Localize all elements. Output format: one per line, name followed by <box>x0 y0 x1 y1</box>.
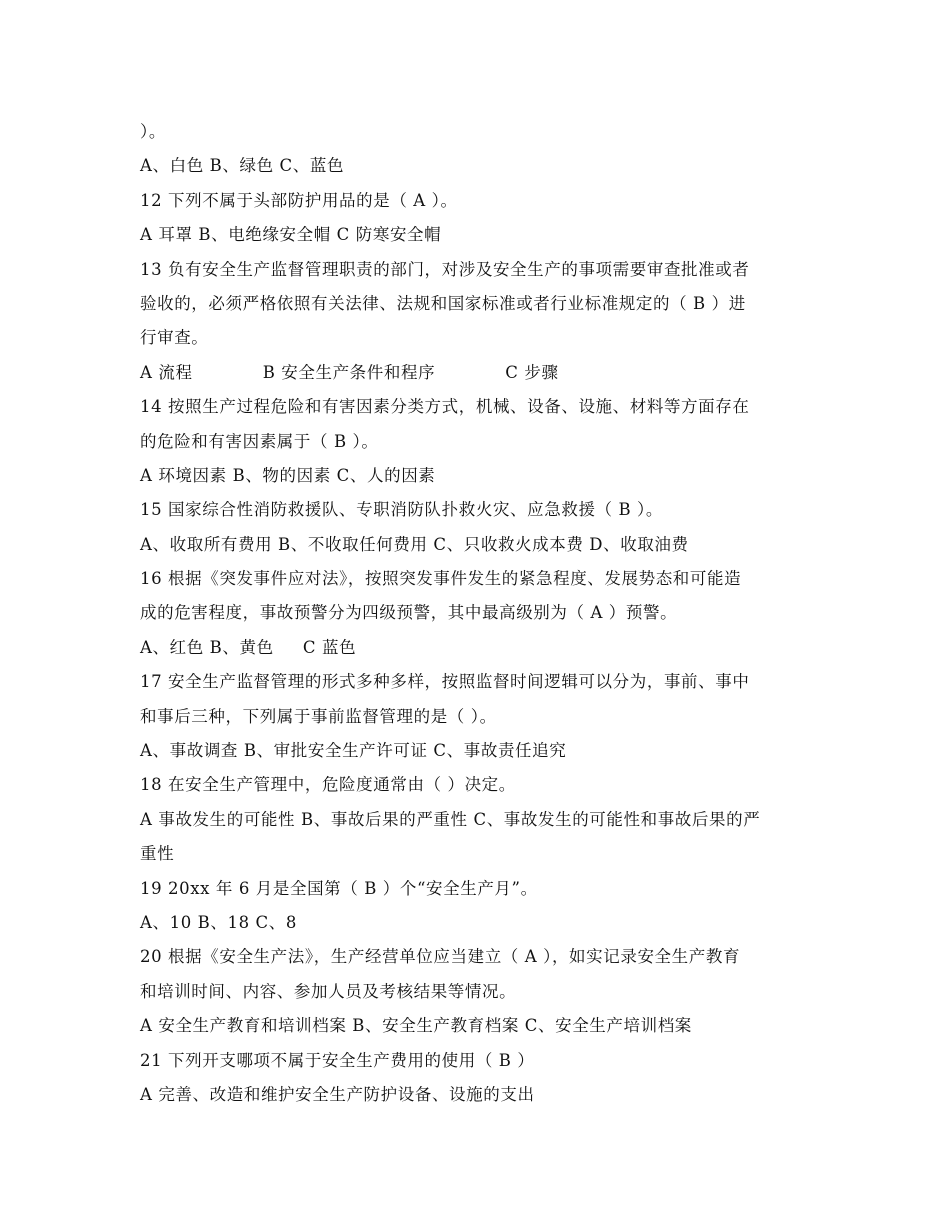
text-line: A、事故调查 B、审批安全生产许可证 C、事故责任追究 <box>140 741 567 761</box>
text-line: ）。 <box>140 122 166 141</box>
text-line: A 完善、改造和维护安全生产防护设备、设施的支出 <box>140 1084 535 1104</box>
text-line: 行审查。 <box>140 328 209 348</box>
text-line: 14 按照生产过程危险和有害因素分类方式，机械、设备、设施、材料等方面存在 <box>140 397 750 417</box>
text-line: 16 根据《突发事件应对法》，按照突发事件发生的紧急程度、发展势态和可能造 <box>140 569 742 589</box>
text-line: 15 国家综合性消防救援队、专职消防队扑救火灾、应急救援（ B ）。 <box>140 500 664 520</box>
text-line: 成的危害程度，事故预警分为四级预警，其中最高级别为（ A ）预警。 <box>140 603 678 623</box>
text-line: 重性 <box>140 844 175 864</box>
text-line: A 事故发生的可能性 B、事故后果的严重性 C、事故发生的可能性和事故后果的严 <box>140 809 761 829</box>
text-line: 13 负有安全生产监督管理职责的部门，对涉及安全生产的事项需要审查批准或者 <box>140 259 750 279</box>
text-line: A 环境因素 B、物的因素 C、人的因素 <box>140 465 436 485</box>
text-line: 17 安全生产监督管理的形式多种多样，按照监督时间逻辑可以分为，事前、事中 <box>140 672 750 692</box>
text-line: 18 在安全生产管理中，危险度通常由（ ）决定。 <box>140 775 516 795</box>
text-line: 12 下列不属于头部防护用品的是（ A ）。 <box>140 190 458 210</box>
text-line: 验收的，必须严格依照有关法律、法规和国家标准或者行业标准规定的（ B ）进 <box>140 293 746 313</box>
text-line: A 安全生产教育和培训档案 B、安全生产教育档案 C、安全生产培训档案 <box>140 1016 692 1036</box>
text-line: 21 下列开支哪项不属于安全生产费用的使用（ B ） <box>140 1050 535 1070</box>
text-line: A 耳罩 B、电绝缘安全帽 C 防寒安全帽 <box>140 225 442 245</box>
text-line: A、白色 B、绿色 C、蓝色 <box>140 156 345 176</box>
text-line: 的危险和有害因素属于（ B ）。 <box>140 431 379 451</box>
text-line: A 流程 B 安全生产条件和程序 C 步骤 <box>140 362 559 382</box>
text-line: 和事后三种，下列属于事前监督管理的是（ ）。 <box>140 706 497 726</box>
text-line: 20 根据《安全生产法》，生产经营单位应当建立（ A ），如实记录安全生产教育 <box>140 947 741 967</box>
text-line: A、10 B、18 C、8 <box>140 912 297 932</box>
text-line: 和培训时间、内容、参加人员及考核结果等情况。 <box>140 981 517 1001</box>
document-page <box>140 115 820 1112</box>
text-line: A、收取所有费用 B、不收取任何费用 C、只收救火成本费 D、收取油费 <box>140 534 689 554</box>
text-line: 19 20xx 年 6 月是全国第（ B ）个“安全生产月”。 <box>140 878 538 898</box>
text-line: A、红色 B、黄色 C 蓝色 <box>140 637 357 657</box>
